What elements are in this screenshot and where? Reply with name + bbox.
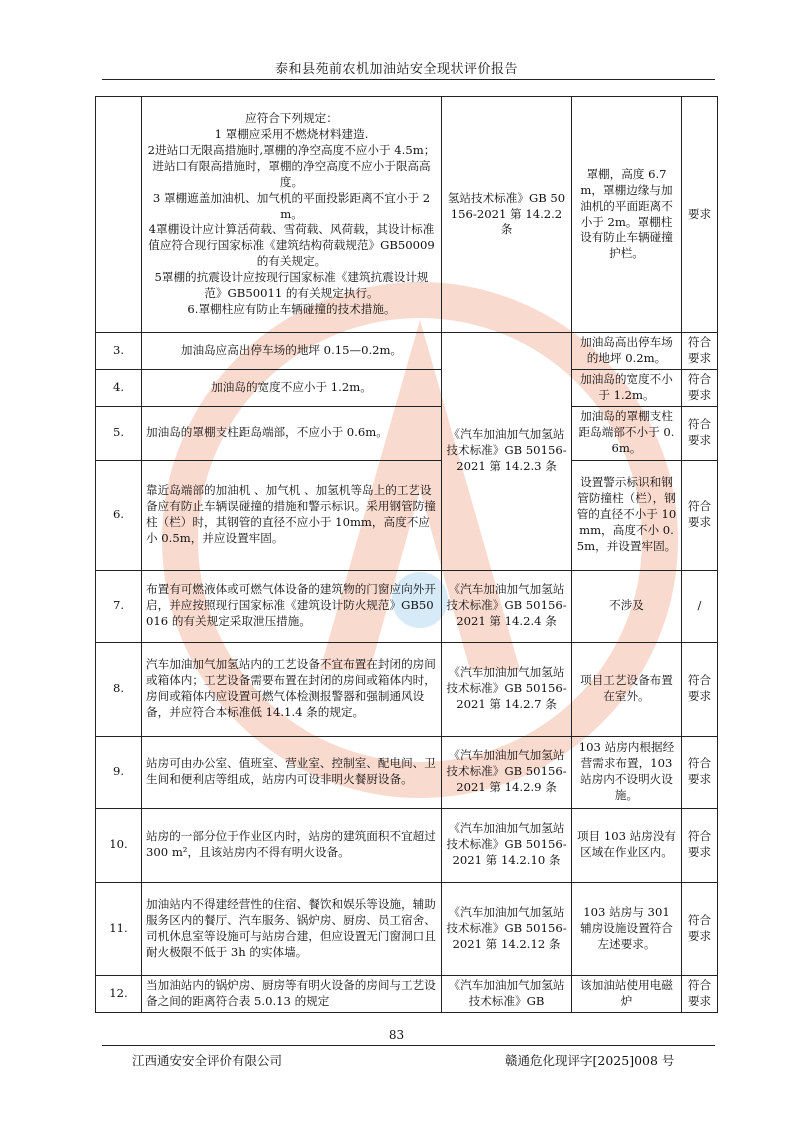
result-cell: 加油岛的宽度不小于 1.2m。 [572,369,682,406]
conclusion-cell: 符合要求 [682,808,718,882]
row-number [96,97,142,333]
conclusion-cell: 要求 [682,97,718,333]
footer-divider [102,1045,715,1046]
row-number: 5. [96,406,142,460]
evaluation-table [95,96,718,1013]
row-number: 12. [96,975,142,1012]
footer-document-number: 赣通危化现评字[2025]008 号 [505,1053,675,1068]
standard-cell: 《汽车加油加气加氢站技术标准》GB 50156-2021 第 14.2.7 条 [442,642,572,736]
conclusion-cell: / [682,570,718,642]
requirement-line: 4罩棚设计应计算活荷载、雪荷载、风荷载，其设计标准值应符合现行国家标准《建筑结构荷载规范》GB50009 的有关规定。 [148,222,435,269]
conclusion-cell: 符合要求 [682,882,718,975]
result-cell: 加油岛的罩棚支柱距岛端部不小于 0.6m。 [572,406,682,460]
requirement-cell: 布置有可燃液体或可燃气体设备的建筑物的门窗应向外开启，并应按照现行国家标准《建筑设计防火规范》GB50016 的有关规定采取泄压措施。 [142,570,442,642]
row-number: 10. [96,808,142,882]
row-number: 3. [96,333,142,370]
requirement-cell: 靠近岛端部的加油机 、加气机 、加氢机等岛上的工艺设备应有防止车辆误碰撞的措施和警示标识。采用钢管防撞柱（栏）时，其钢管的直径不应小于 10mm，高度不应小 0.5m，并应设置牢固。 [142,460,442,570]
conclusion-cell: 符合要求 [682,460,718,570]
row-number: 7. [96,570,142,642]
conclusion-cell: 符合要求 [682,736,718,808]
requirement-line: 1 罩棚应采用不燃烧材料建造. [214,126,369,141]
requirement-cell: 站房的一部分位于作业区内时，站房的建筑面积不宜超过 300 m²，且该站房内不得有明火设备。 [142,808,442,882]
requirement-cell [142,97,442,333]
requirement-cell: 加油岛的罩棚支柱距岛端部，不应小于 0.6m。 [142,406,442,460]
row-number: 11. [96,882,142,975]
requirement-cell: 汽车加油加气加氢站内的工艺设备不宜布置在封闭的房间或箱体内；工艺设备需要布置在封闭的房间或箱体内时，房间或箱体内应设置可燃气体检测报警器和强制通风设备，并应符合本标准低 14.1.4 条的规定。 [142,642,442,736]
requirement-line: 5罩棚的抗震设计应按现行国家标准《建筑抗震设计规范》GB50011 的有关规定执行。 [154,270,429,301]
row-number: 6. [96,460,142,570]
row-number: 8. [96,642,142,736]
table-row [96,406,718,460]
table-row [96,333,718,370]
table-row [96,975,718,1012]
footer-company: 江西通安安全评价有限公司 [132,1053,283,1068]
result-cell: 不涉及 [572,570,682,642]
requirement-cell: 加油站内不得建经营性的住宿、餐饮和娱乐等设施，辅助服务区内的餐厅、汽车服务、锅炉房、厨房、员工宿舍、司机休息室等设施可与站房合建，但应设置无门窗洞口且耐火极限不低于 3h 的实体墙。 [142,882,442,975]
page-number: 83 [388,1028,405,1042]
table-row [96,736,718,808]
requirement-line: 3 罩棚遮盖加油机、加气机的平面投影距离不宜小于 2m。 [152,190,431,221]
standard-cell: 《汽车加油加气加氢站技术标准》GB 50156-2021 第 14.2.10 条 [442,808,572,882]
requirement-cell: 当加油站内的锅炉房、厨房等有明火设备的房间与工艺设备之间的距离符合表 5.0.13 的规定 [142,975,442,1012]
table-row [96,808,718,882]
conclusion-cell: 符合要求 [682,975,718,1012]
result-cell: 项目工艺设备布置在室外。 [572,642,682,736]
conclusion-cell: 符合要求 [682,642,718,736]
conclusion-cell: 符合要求 [682,333,718,370]
table-row [96,570,718,642]
result-cell: 该加油站使用电磁炉 [572,975,682,1012]
table-row [96,882,718,975]
table-row [96,642,718,736]
row-number: 9. [96,736,142,808]
page-header-title: 泰和县苑前农机加油站安全现状评价报告 [274,62,518,77]
standard-cell-merged: 《汽车加油加气加氢站技术标准》GB 50156-2021 第 14.2.3 条 [442,333,572,571]
table-row [96,369,718,406]
result-cell: 103 站房内根据经营需求布置，103 站房内不设明火设施。 [572,736,682,808]
conclusion-cell: 符合要求 [682,406,718,460]
requirement-cell: 加油岛应高出停车场的地坪 0.15—0.2m。 [142,333,442,370]
standard-cell: 《汽车加油加气加氢站技术标准》GB 50156-2021 第 14.2.9 条 [442,736,572,808]
requirement-cell: 站房可由办公室、值班室、营业室、控制室、配电间、卫生间和便利店等组成，站房内可设非明火餐厨设备。 [142,736,442,808]
standard-cell: 《汽车加油加气加氢站技术标准》GB [442,975,572,1012]
result-cell: 103 站房与 301 辅房设施设置符合左述要求。 [572,882,682,975]
result-cell: 罩棚，高度 6.7m，罩棚边缘与加油机的平面距离不小于 2m。罩棚柱设有防止车辆碰撞护栏。 [572,97,682,333]
result-cell: 加油岛高出停车场的地坪 0.2m。 [572,333,682,370]
table-row [96,460,718,570]
requirement-line: 应符合下列规定： [245,110,338,125]
standard-cell: 《汽车加油加气加氢站技术标准》GB 50156-2021 第 14.2.12 条 [442,882,572,975]
result-cell: 项目 103 站房没有区域在作业区内。 [572,808,682,882]
row-number: 4. [96,369,142,406]
result-cell: 设置警示标识和钢管防撞柱（栏），钢管的直径不小于 10mm，高度不小 0.5m，并设置牢固。 [572,460,682,570]
header-divider [102,79,715,80]
requirement-line: 6.罩棚柱应有防止车辆碰撞的技术措施。 [187,302,396,317]
conclusion-cell: 符合要求 [682,369,718,406]
standard-cell: 氢站技术标准》GB 50156-2021 第 14.2.2 条 [442,97,572,333]
requirement-line: 2进站口无限高措施时,罩棚的净空高度不应小于 4.5m；进站口有限高措施时，罩棚的净空高度不应小于限高高度。 [147,142,436,189]
requirement-cell: 加油岛的宽度不应小于 1.2m。 [142,369,442,406]
table-row [96,97,718,333]
standard-cell: 《汽车加油加气加氢站技术标准》GB 50156-2021 第 14.2.4 条 [442,570,572,642]
